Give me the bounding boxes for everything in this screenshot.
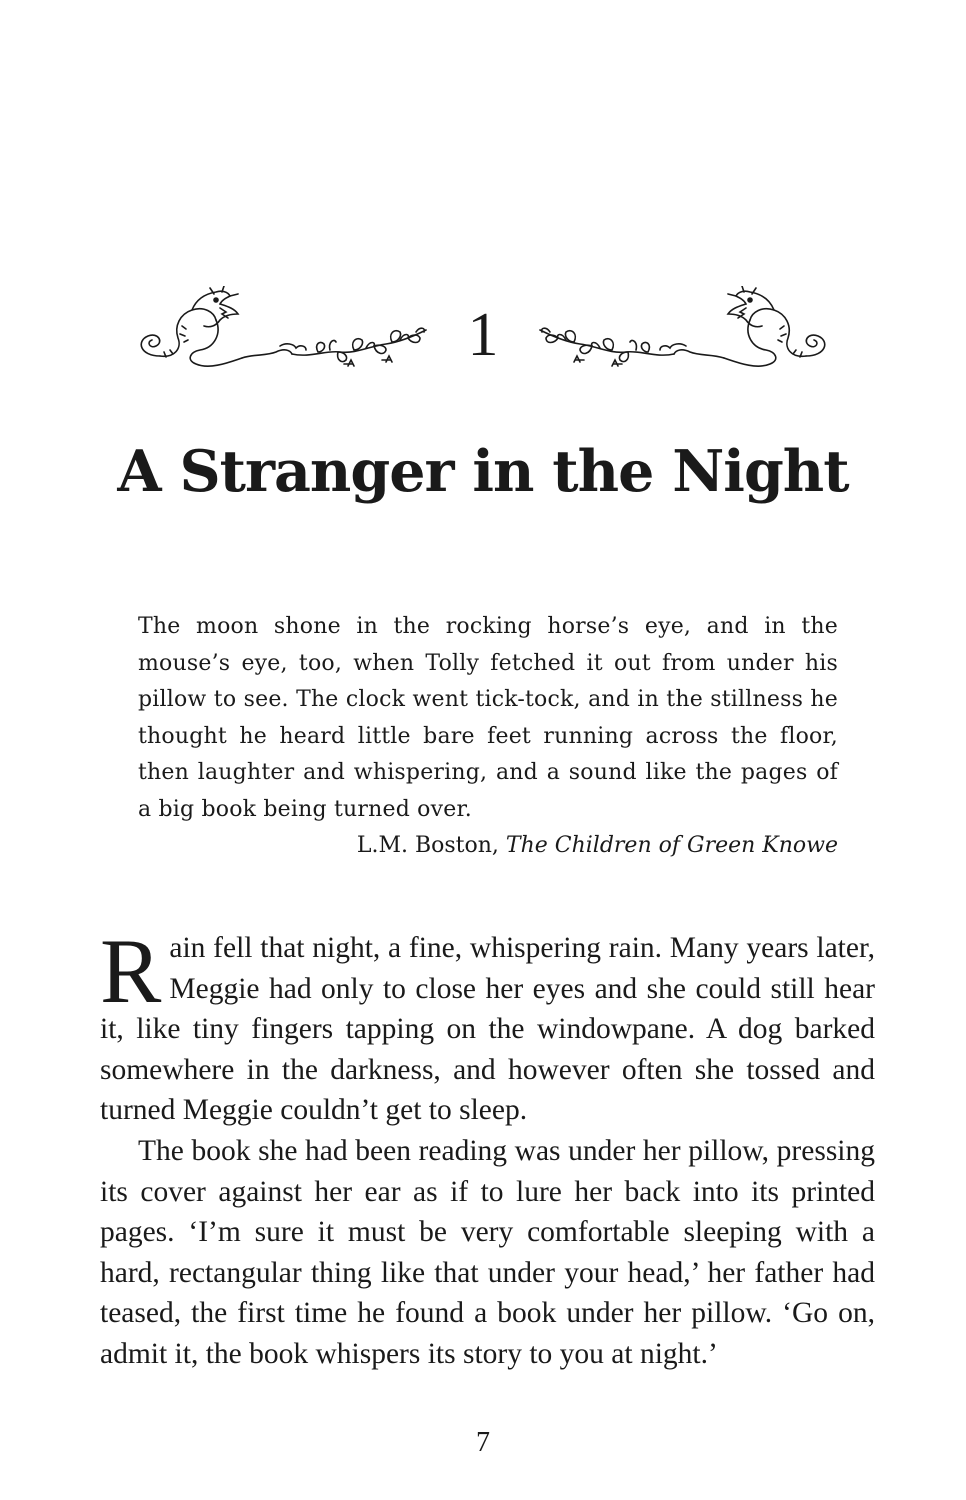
dragon-ornament-left-icon <box>130 286 430 374</box>
chapter-title: A Stranger in the Night <box>117 438 849 505</box>
drop-cap: R <box>100 920 162 1022</box>
chapter-body <box>100 920 875 1375</box>
epigraph-author: L.M. Boston, <box>356 833 506 858</box>
chapter-heading <box>130 280 836 380</box>
body-paragraph: The book she had been reading was under her pillow, pressing its cover against her ear as if to lure her back into its printed pages. ‘I’m sure it must be very comfortable sleeping with a hard, rectangular thing like that under your head,’ her father had teased, the first time he found a book under her pillow. ‘Go on, admit it, the book whispers its story to you at night.’ <box>100 1134 875 1370</box>
epigraph-quote: The moon shone in the rocking horse’s eye, and in the mouse’s eye, too, when Tolly fetched it out from under his pillow to see. The clock went tick-tock, and in the stillness he thought he heard little bare feet running across the floor, then laughter and whispering, and a sound like the pages of a big book being turned over. <box>138 614 838 822</box>
epigraph-work-title: The Children of Green Knowe <box>505 833 838 858</box>
body-paragraph <box>100 920 875 1131</box>
page-number: 7 <box>476 1427 490 1458</box>
chapter-number: 1 <box>467 301 499 369</box>
epigraph <box>138 609 838 864</box>
paragraph-text: ain fell that night, a fine, whispering rain. Many years later, Meggie had only to close her eyes and she could still hear it, like tiny fingers tapping on the windowpane. A dog barked somewhere in the darkness, and however often she tossed and turned Meggie couldn’t get to sleep. <box>100 932 875 1127</box>
epigraph-attribution <box>138 828 838 864</box>
dragon-ornament-right-icon <box>536 286 836 374</box>
